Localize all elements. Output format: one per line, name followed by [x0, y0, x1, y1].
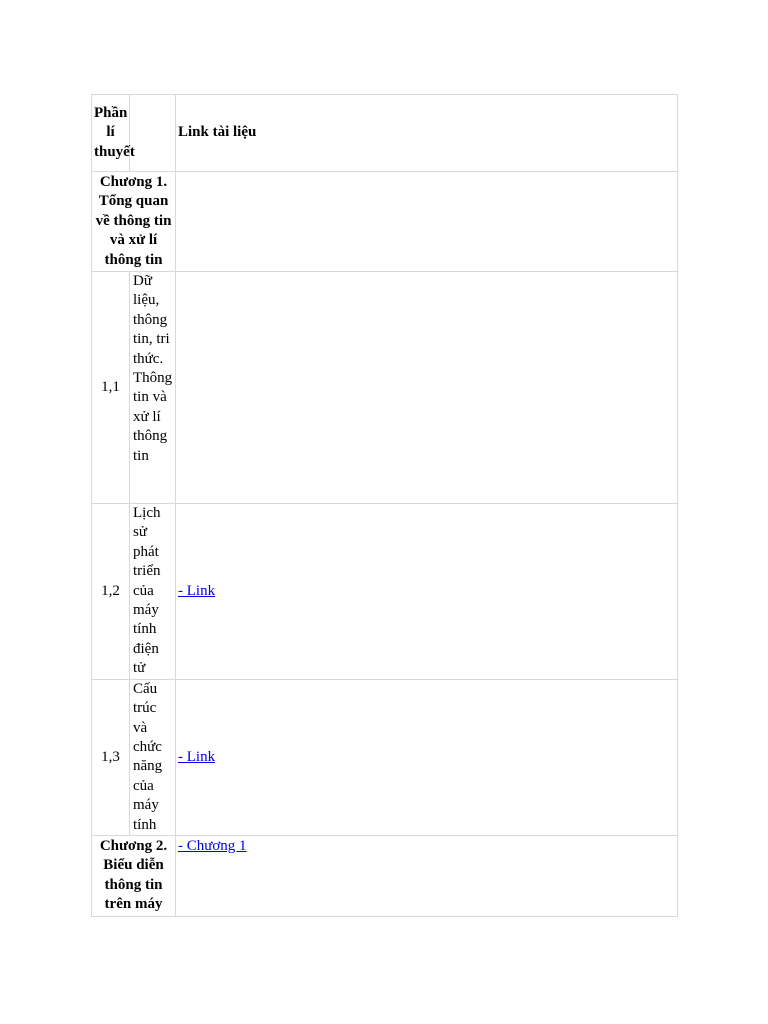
chapter-title: Chương 2. Biểu diễn thông tin trên máy [92, 835, 176, 916]
table-row-section-1-3 [92, 679, 678, 835]
link-cell [176, 835, 678, 916]
section-number: 1,2 [92, 504, 130, 680]
document-link[interactable]: - Link [178, 748, 216, 765]
chapter-title: Chương 1. Tổng quan về thông tin và xử lí thông tin [92, 172, 176, 272]
header-link-cell: Link tài liệu [176, 95, 678, 172]
chapter-link[interactable]: - Chương 1 [178, 837, 247, 854]
table-row-section-1-2 [92, 504, 678, 680]
table-row-chapter-2 [92, 835, 678, 916]
section-title: Dữ liệu, thông tin, tri thức. Thông tin và xử lí thông tin [130, 272, 176, 504]
document-link[interactable]: - Link [178, 582, 216, 599]
link-cell [176, 679, 678, 835]
link-cell [176, 504, 678, 680]
link-cell [176, 172, 678, 272]
section-number: 1,1 [92, 272, 130, 504]
header-theory-cell: Phần lí thuyết [92, 95, 130, 172]
table-row-chapter-1 [92, 172, 678, 272]
section-title: Lịch sử phát triển của máy tính điện tử [130, 504, 176, 680]
header-empty-cell [130, 95, 176, 172]
table-header-row [92, 95, 678, 172]
document-table [91, 94, 678, 917]
section-title: Cấu trúc và chức năng của máy tính [130, 679, 176, 835]
section-number: 1,3 [92, 679, 130, 835]
link-cell [176, 272, 678, 504]
table-row-section-1-1 [92, 272, 678, 504]
